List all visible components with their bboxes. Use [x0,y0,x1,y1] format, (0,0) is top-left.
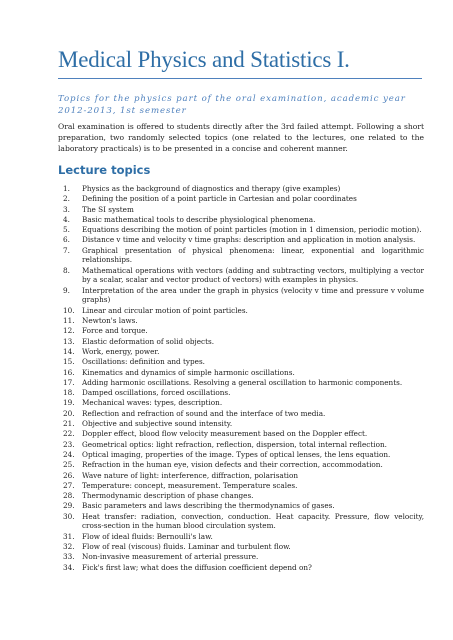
list-item-number: 6. [63,235,70,245]
list-item-number: 25. [63,460,75,470]
list-item [58,388,424,398]
list-item-number: 32. [63,542,75,552]
list-item-text: Adding harmonic oscillations. Resolving a general oscillation to harmonic components. [82,377,403,387]
list-item-number: 17. [63,377,75,387]
list-item-text: Graphical presentation of physical phenomena: linear, exponential and logarithmic relationships. [82,245,424,265]
list-item-number: 29. [63,501,75,511]
list-item-number: 13. [63,336,75,346]
list-item-text: Temperature: concept, measurement. Temperature scales. [82,480,298,490]
list-item-text: Flow of ideal fluids: Bernoulli's law. [82,531,213,541]
list-item [58,246,424,265]
list-item [58,368,424,378]
list-item [58,347,424,357]
list-item-number: 30. [63,511,75,521]
list-item-number: 5. [63,225,70,235]
list-item-number: 1. [63,184,70,193]
list-item [58,357,424,367]
list-item-number: 2. [63,194,70,204]
list-item-number: 20. [63,408,75,418]
list-item-text: The SI system [82,204,134,214]
list-item [58,266,424,285]
list-item-number: 18. [63,388,75,398]
list-item-text: Linear and circular motion of point particles. [82,305,248,315]
list-item-number: 3. [63,204,70,214]
list-item [58,532,424,542]
list-item-number: 24. [63,449,75,459]
list-item-text: Damped oscillations, forced oscillations. [82,388,231,398]
list-item [58,563,424,573]
list-item-number: 14. [63,346,75,356]
list-item [58,460,424,470]
list-item-number: 16. [63,367,75,377]
list-item-text: Wave nature of light: interference, diffraction, polarisation [82,470,299,480]
list-item-text: Kinematics and dynamics of simple harmonic oscillations. [82,367,295,377]
list-item-text: Mathematical operations with vectors (adding and subtracting vectors, multiplying a vector by a scalar, scalar and vector product of vectors) with examples in physics. [82,265,424,285]
list-item-text: Physics as the background of diagnostics and therapy (give examples) [82,184,341,193]
list-item [58,542,424,552]
list-item-text: Work, energy, power. [82,346,160,356]
intro-paragraph: Oral examination is offered to students directly after the 3rd failed attempt. Following a short preparation, two randomly selected topics (one related to the lectures, one related to the laboratory practicals) is to be presented in a concise and coherent manner. [58,122,424,153]
list-item-text: Geometrical optics: light refraction, reflection, dispersion, total internal reflection. [82,439,387,449]
list-item-text: Elastic deformation of solid objects. [82,336,215,346]
list-item-text: Fick's first law; what does the diffusion coefficient depend on? [82,562,312,572]
list-item [58,419,424,429]
list-item-number: 19. [63,398,75,408]
list-item [58,286,424,305]
list-item-text: Oscillations: definition and types. [82,357,205,367]
list-item-number: 34. [63,562,75,572]
list-item [58,409,424,419]
list-item-number: 9. [63,285,70,295]
list-item-text: Doppler effect, blood flow velocity measurement based on the Doppler effect. [82,429,368,439]
title-divider [58,78,422,79]
page-title: Medical Physics and Statistics I. [58,47,350,72]
subtitle: Topics for the physics part of the oral examination, academic year 2012-2013, 1st semester [58,94,406,116]
list-item-text: Basic mathematical tools to describe physiological phenomena. [82,214,316,224]
list-item-number: 26. [63,470,75,480]
list-item-text: Optical imaging, properties of the image. Types of optical lenses, the lens equation. [82,449,391,459]
list-item [58,398,424,408]
section-heading: Lecture topics [58,163,151,177]
list-item [58,471,424,481]
list-item-number: 23. [63,439,75,449]
list-item-number: 12. [63,326,75,336]
list-item-number: 31. [63,531,75,541]
list-item [58,440,424,450]
list-item [58,306,424,316]
list-item-text: Thermodynamic description of phase changes. [82,491,254,501]
list-item-number: 27. [63,480,75,490]
list-item-text: Force and torque. [82,326,148,336]
list-item [58,501,424,511]
list-item-number: 7. [63,245,70,255]
list-item-text: Flow of real (viscous) fluids. Laminar and turbulent flow. [82,542,291,552]
list-item [58,450,424,460]
list-item-text: Reflection and refraction of sound and the interface of two media. [82,408,326,418]
list-item [58,184,424,194]
list-item [58,337,424,347]
list-item [58,215,424,225]
list-item-number: 8. [63,265,70,275]
list-item-text: Distance v time and velocity v time graphs: description and application in motion analysis. [82,235,416,245]
list-item [58,225,424,235]
list-item-number: 21. [63,419,75,429]
list-item [58,481,424,491]
list-item-number: 28. [63,491,75,501]
list-item [58,552,424,562]
list-item-text: Mechanical waves: types, description. [82,398,223,408]
list-item [58,194,424,204]
list-item-number: 10. [63,305,75,315]
list-item-text: Refraction in the human eye, vision defects and their correction, accommodation. [82,460,383,470]
list-item-number: 11. [63,316,75,326]
list-item-text: Defining the position of a point particle in Cartesian and polar coordinates [82,194,357,204]
list-item [58,326,424,336]
list-item [58,205,424,215]
list-item [58,316,424,326]
list-item-text: Equations describing the motion of point particles (motion in 1 dimension, periodic motion). [82,225,422,235]
list-item-text: Newton's laws. [82,316,138,326]
list-item-text: Objective and subjective sound intensity. [82,419,233,429]
list-item-text: Basic parameters and laws describing the thermodynamics of gases. [82,501,335,511]
list-item [58,491,424,501]
list-item-text: Heat transfer: radiation, convection, conduction. Heat capacity. Pressure, flow velocity, cross-section in the human blood circulation system. [82,511,424,531]
list-item-text: Non-invasive measurement of arterial pressure. [82,552,259,562]
list-item [58,235,424,245]
list-item-number: 22. [63,429,75,439]
list-item [58,429,424,439]
list-item-number: 15. [63,357,75,367]
list-item-number: 33. [63,552,75,562]
list-item [58,378,424,388]
topic-list [58,184,424,573]
list-item-text: Interpretation of the area under the graph in physics (velocity v time and pressure v volume graphs) [82,285,424,305]
list-item [58,512,424,531]
list-item-number: 4. [63,214,70,224]
